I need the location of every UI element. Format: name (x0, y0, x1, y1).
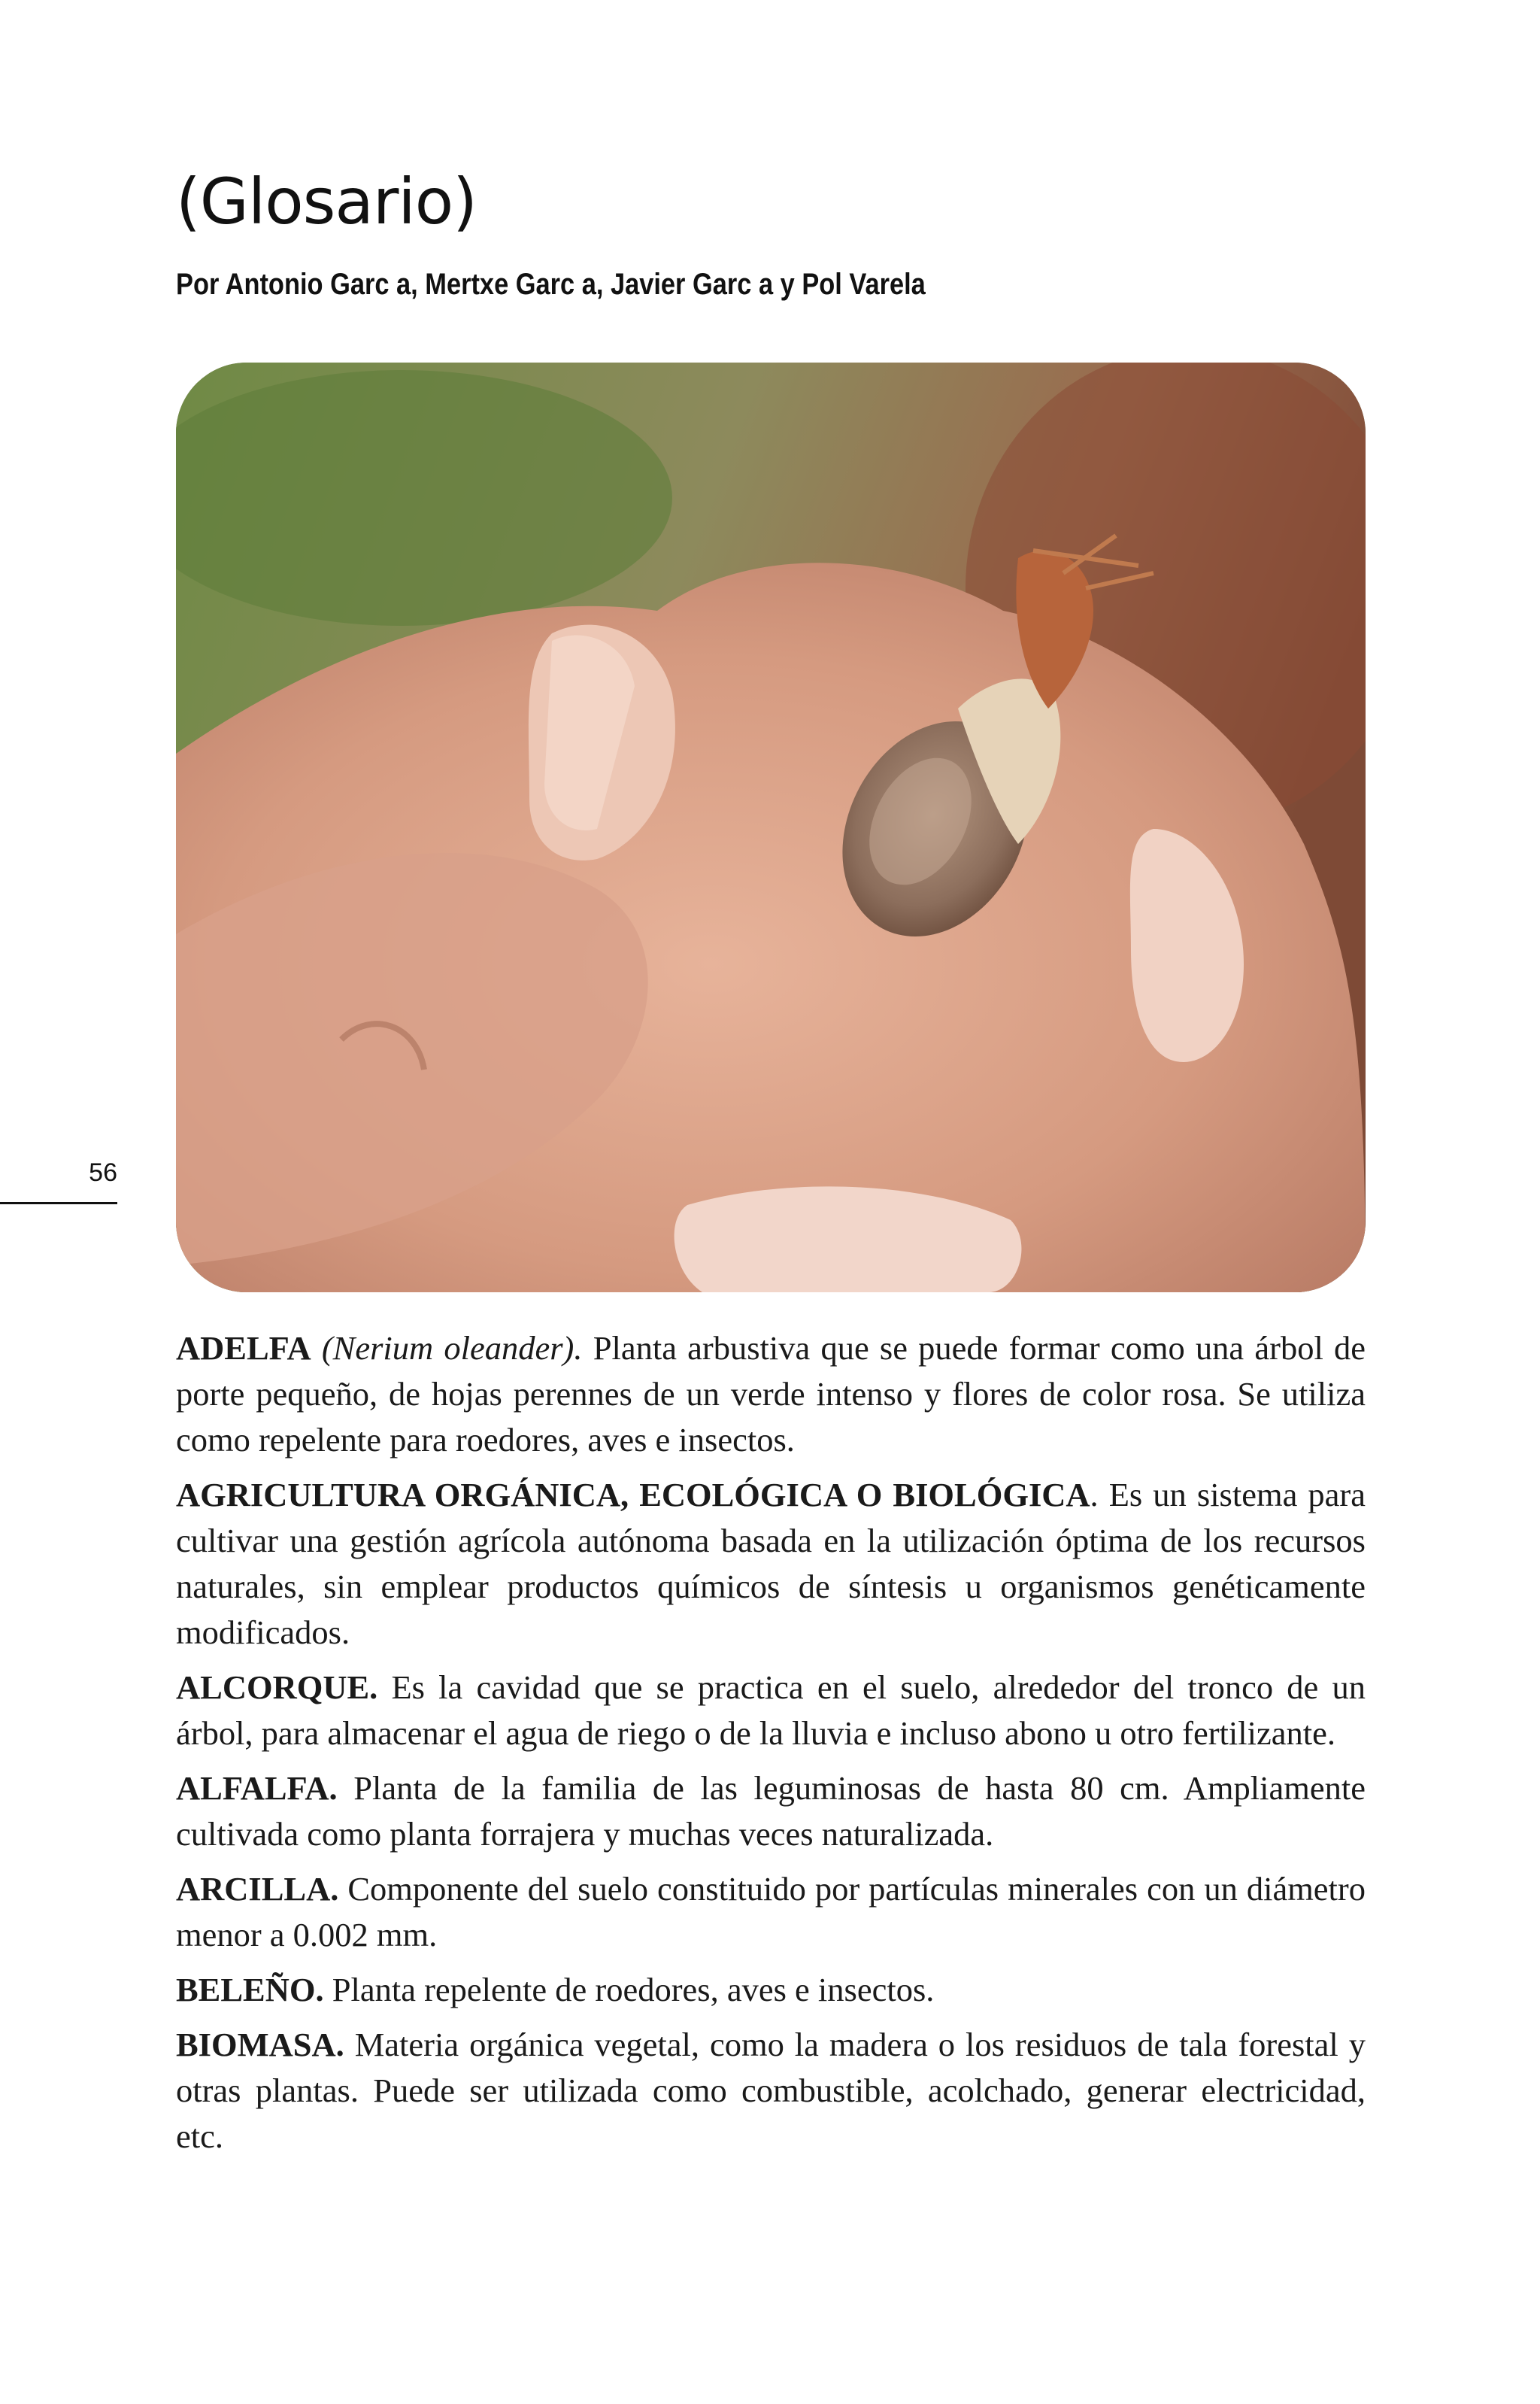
glossary-definition: Componente del suelo constituido por partículas minerales con un diámetro menor a 0.002 mm. (176, 1870, 1366, 1953)
glossary-entry-adelfa (176, 1325, 1366, 1463)
page-number-rule (0, 1202, 117, 1204)
seed-photo (176, 363, 1366, 1292)
glossary-entry-beleno (176, 1967, 1366, 2013)
glossary-term: ADELFA (176, 1329, 311, 1367)
page-authors: Por Antonio Garc a, Mertxe Garc a, Javier Garc a y Pol Varela (176, 268, 926, 301)
glossary-entry-agricultura-organica (176, 1472, 1366, 1656)
glossary-term: ALFALFA. (176, 1769, 338, 1807)
glossary-term: ALCORQUE. (176, 1668, 378, 1706)
page-number: 56 (89, 1158, 117, 1187)
glossary-entry-arcilla (176, 1866, 1366, 1958)
glossary-definition: . Es un sistema para cultivar una gestión agrícola autónoma basada en la utilización óptima de los recursos naturales, sin emplear productos químicos de síntesis u organismos genéticamente modificados. (176, 1476, 1366, 1651)
glossary-definition: Materia orgánica vegetal, como la madera o los residuos de tala forestal y otras plantas. Puede ser utilizada como combustible, acolchado, generar electricidad, etc. (176, 2026, 1366, 2155)
glossary-term: BELEÑO. (176, 1971, 324, 2008)
glossary-term: ARCILLA. (176, 1870, 339, 1908)
glossary-definition: Planta de la familia de las leguminosas de hasta 80 cm. Ampliamente cultivada como planta forrajera y muchas veces naturalizada. (176, 1769, 1366, 1853)
glossary-definition: Es la cavidad que se practica en el suelo, alrededor del tronco de un árbol, para almacenar el agua de riego o de la lluvia e incluso abono u otro fertilizante. (176, 1668, 1366, 1752)
glossary-term: AGRICULTURA ORGÁNICA, ECOLÓGICA O BIOLÓGICA (176, 1476, 1090, 1513)
glossary-entry-biomasa (176, 2022, 1366, 2160)
glossary-list (176, 1325, 1366, 2169)
glossary-scientific-name: (Nerium oleander). (321, 1329, 583, 1367)
glossary-entry-alcorque (176, 1665, 1366, 1756)
glossary-entry-alfalfa (176, 1765, 1366, 1857)
glossary-term: BIOMASA. (176, 2026, 344, 2063)
page-title: (Glosario) (176, 165, 477, 238)
glossary-definition: Planta repelente de roedores, aves e insectos. (323, 1971, 935, 2008)
glossary-definition: Planta arbustiva que se puede formar como una árbol de porte pequeño, de hojas perennes de un verde intenso y flores de color rosa. Se utiliza como repelente para roedores, aves e insectos. (176, 1329, 1366, 1458)
